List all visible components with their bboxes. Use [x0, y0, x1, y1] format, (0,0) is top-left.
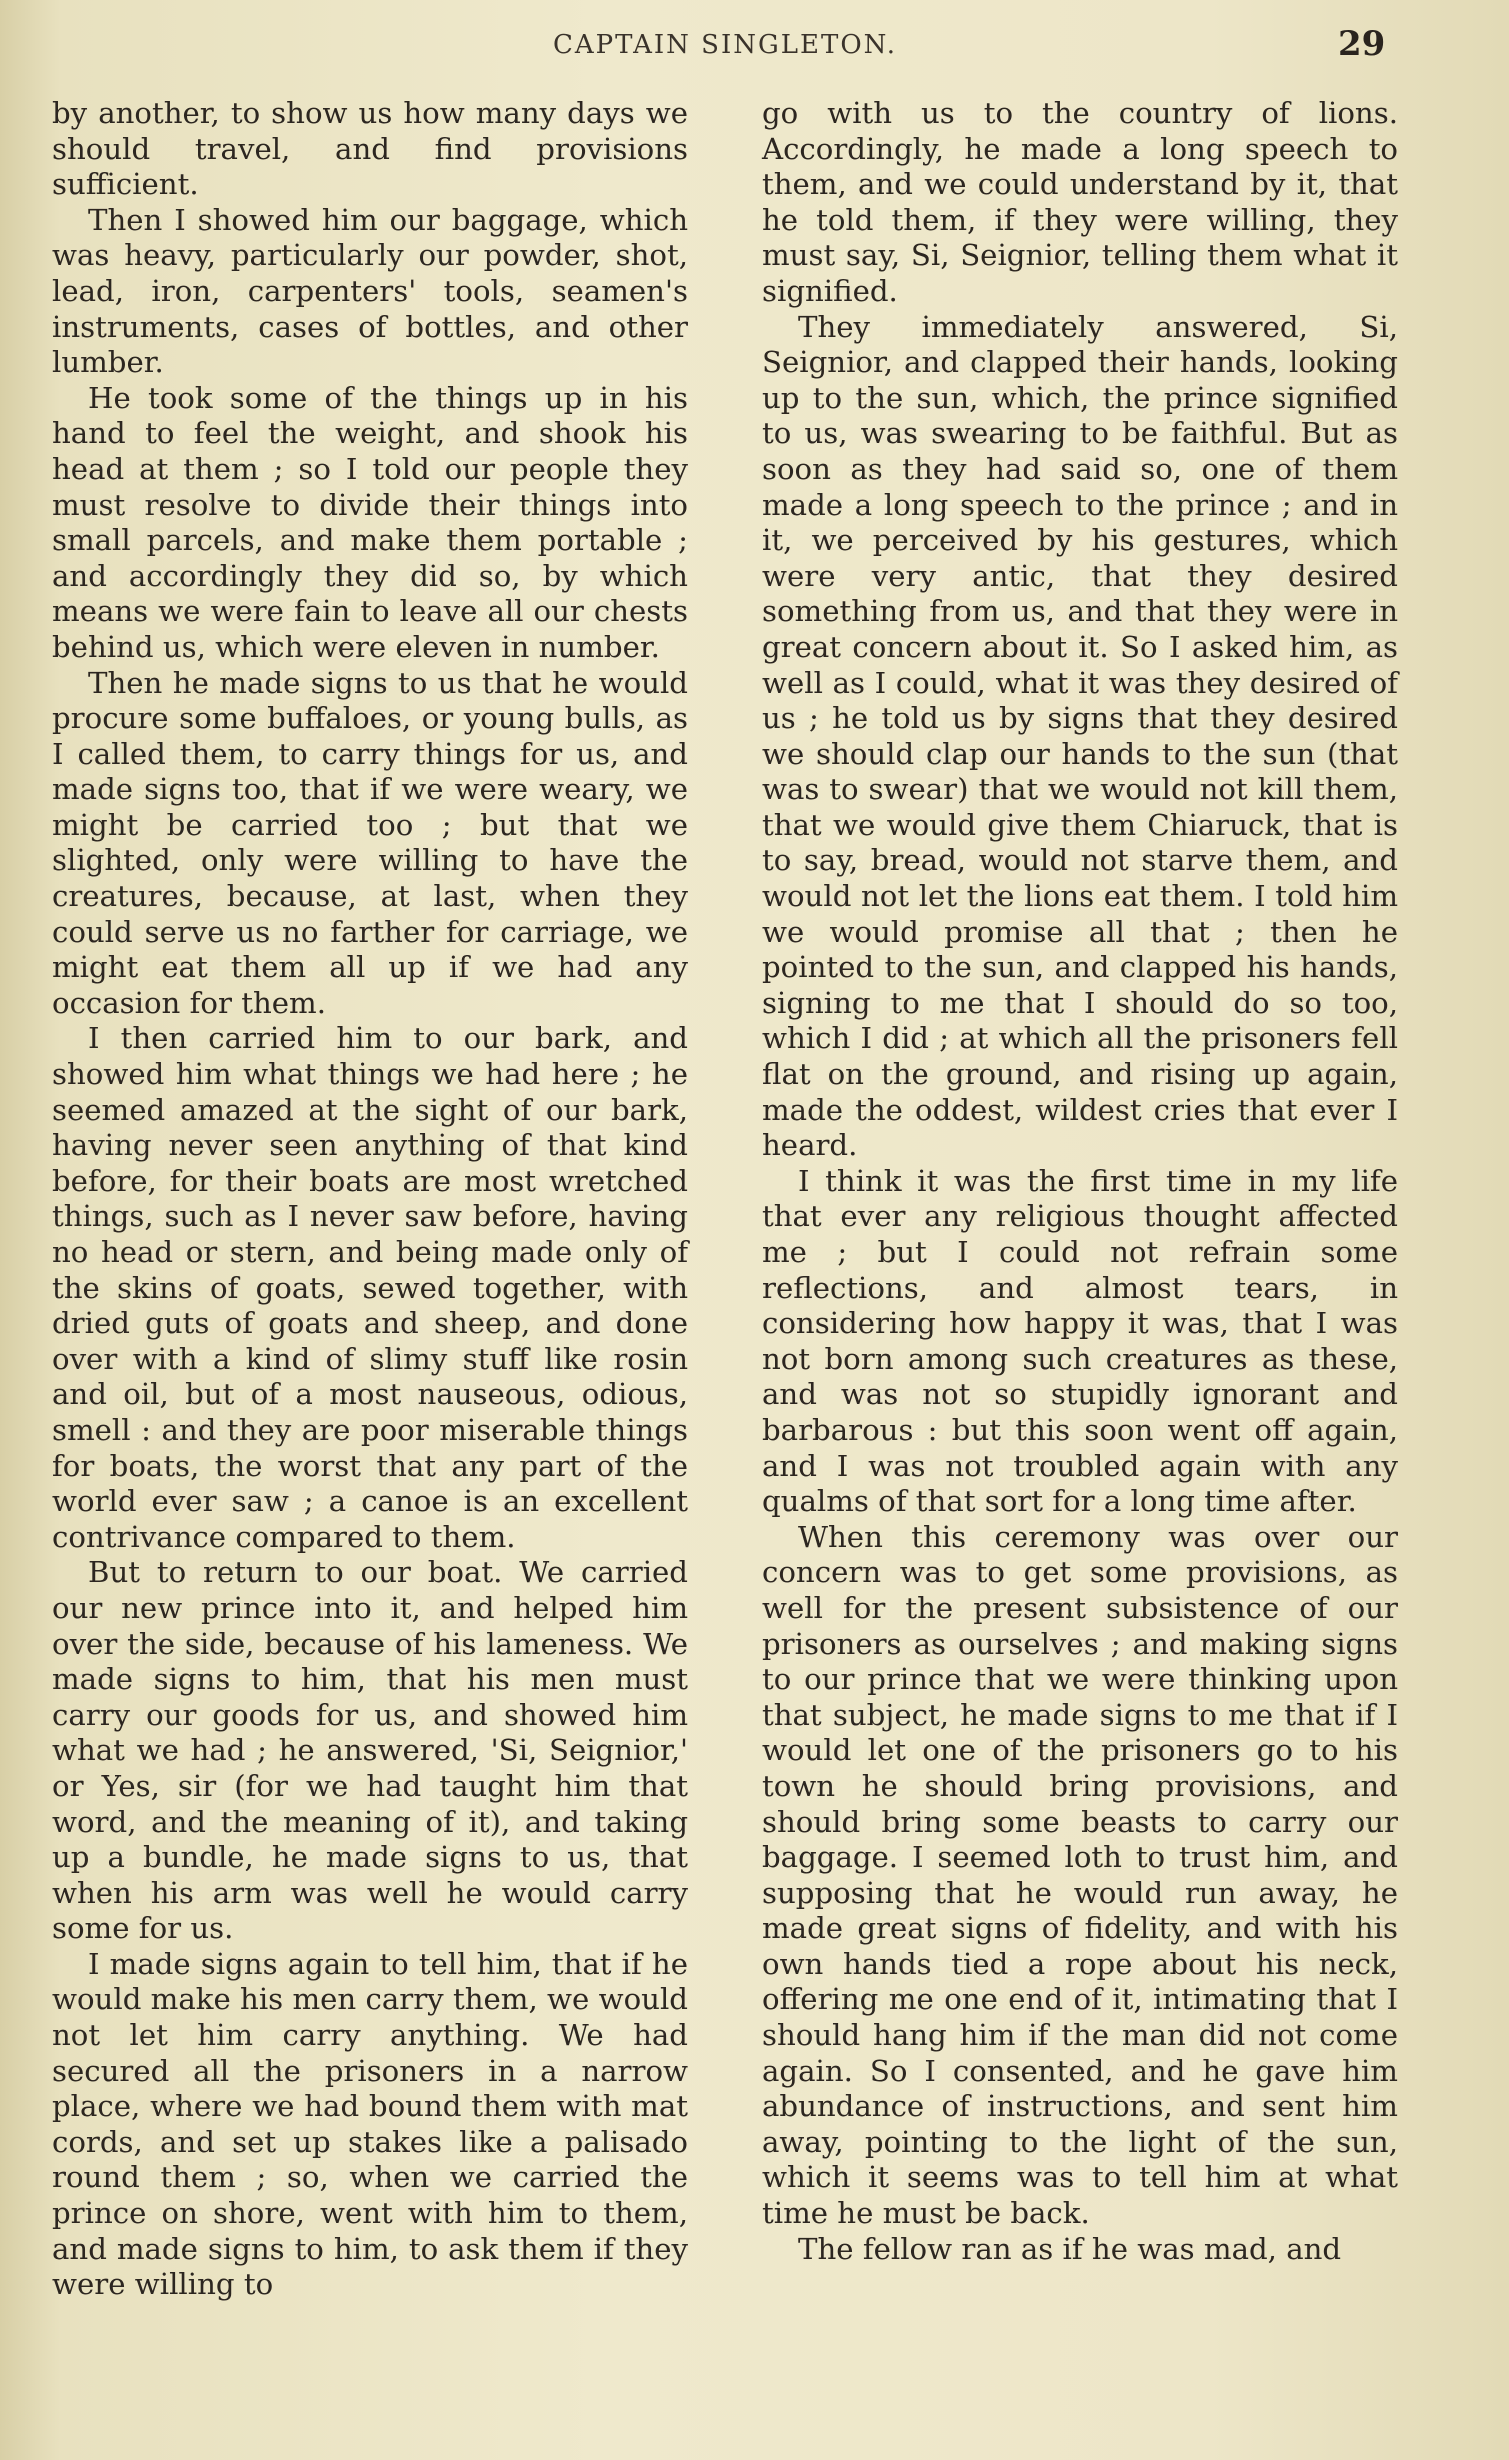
right-column	[762, 96, 1398, 2267]
running-title: CAPTAIN SINGLETON.	[552, 30, 897, 60]
paragraph: They immediately answered, Si, Seignior, and clapped their hands, looking up to the sun, which, the prince signified to us, was swearing to be faithful. But as soon as they had said so, one of them made a long speech to the prince ; and in it, we perceived by his gestures, which were very antic, that they desired something from us, and that they were in great concern about it. So I asked him, as well as I could, what it was they desired of us ; he told us by signs that they desired we should clap our hands to the sun (that was to swear) that we would not kill them, that we would give them Chiaruck, that is to say, bread, would not starve them, and would not let the lions eat them. I told him we would promise all that ; then he pointed to the sun, and clapped his hands, signing to me that I should do so too, which I did ; at which all the prisoners fell flat on the ground, and rising up again, made the oddest, wildest cries that ever I heard.	[762, 309, 1398, 1163]
paragraph: go with us to the country of lions. Accordingly, he made a long speech to them, and we could understand by it, that he told them, if they were willing, they must say, Si, Seignior, telling them what it signified.	[762, 96, 1398, 308]
page-number: 29	[1338, 24, 1386, 64]
paragraph: I think it was the first time in my life that ever any religious thought affected me ; but I could not refrain some reflections, and almost tears, in considering how happy it was, that I was not born among such creatures as these, and was not so stupidly ignorant and barbarous : but this soon went off again, and I was not troubled again with any qualms of that sort for a long time after.	[762, 1163, 1398, 1519]
paragraph: by another, to show us how many days we should travel, and find provisions sufficient.	[52, 96, 688, 202]
paragraph: I then carried him to our bark, and showed him what things we had here ; he seemed amazed at the sight of our bark, having never seen anything of that kind before, for their boats are most wretched things, such as I never saw before, having no head or stern, and being made only of the skins of goats, sewed together, with dried guts of goats and sheep, and done over with a kind of slimy stuff like rosin and oil, but of a most nauseous, odious, smell : and they are poor miserable things for boats, the worst that any part of the world ever saw ; a canoe is an excellent contrivance compared to them.	[52, 1021, 688, 1554]
page-header	[0, 24, 1509, 80]
paragraph: I made signs again to tell him, that if he would make his men carry them, we would not let him carry anything. We had secured all the prisoners in a narrow place, where we had bound them with mat cords, and set up stakes like a palisado round them ; so, when we carried the prince on shore, went with him to them, and made signs to him, to ask them if they were willing to	[52, 1946, 688, 2302]
paragraph: He took some of the things up in his hand to feel the weight, and shook his head at them ; so I told our people they must resolve to divide their things into small parcels, and make them portable ; and accordingly they did so, by which means we were fain to leave all our chests behind us, which were eleven in number.	[52, 380, 688, 664]
paragraph: Then I showed him our baggage, which was heavy, particularly our powder, shot, lead, iron, carpenters' tools, seamen's instruments, cases of bottles, and other lumber.	[52, 202, 688, 380]
paragraph: But to return to our boat. We carried our new prince into it, and helped him over the side, because of his lameness. We made signs to him, that his men must carry our goods for us, and showed him what we had ; he answered, 'Si, Seignior,' or Yes, sir (for we had taught him that word, and the meaning of it), and taking up a bundle, he made signs to us, that when his arm was well he would carry some for us.	[52, 1555, 688, 1946]
left-column	[52, 96, 688, 2303]
paragraph: The fellow ran as if he was mad, and	[798, 2231, 1342, 2266]
paragraph: Then he made signs to us that he would procure some buffaloes, or young bulls, as I called them, to carry things for us, and made signs too, that if we were weary, we might be carried too ; but that we slighted, only were willing to have the creatures, because, at last, when they could serve us no farther for carriage, we might eat them all up if we had any occasion for them.	[52, 665, 688, 1020]
paragraph: When this ceremony was over our concern was to get some provisions, as well for the present subsistence of our prisoners as ourselves ; and making signs to our prince that we were thinking upon that subject, he made signs to me that if I would let one of the prisoners go to his town he should bring provisions, and should bring some beasts to carry our baggage. I seemed loth to trust him, and supposing that he would run away, he made great signs of fidelity, and with his own hands tied a rope about his neck, offering me one end of it, intimating that I should hang him if the man did not come again. So I consented, and he gave him abundance of instructions, and sent him away, pointing to the light of the sun, which it seems was to tell him at what time he must be back.	[762, 1519, 1398, 2231]
